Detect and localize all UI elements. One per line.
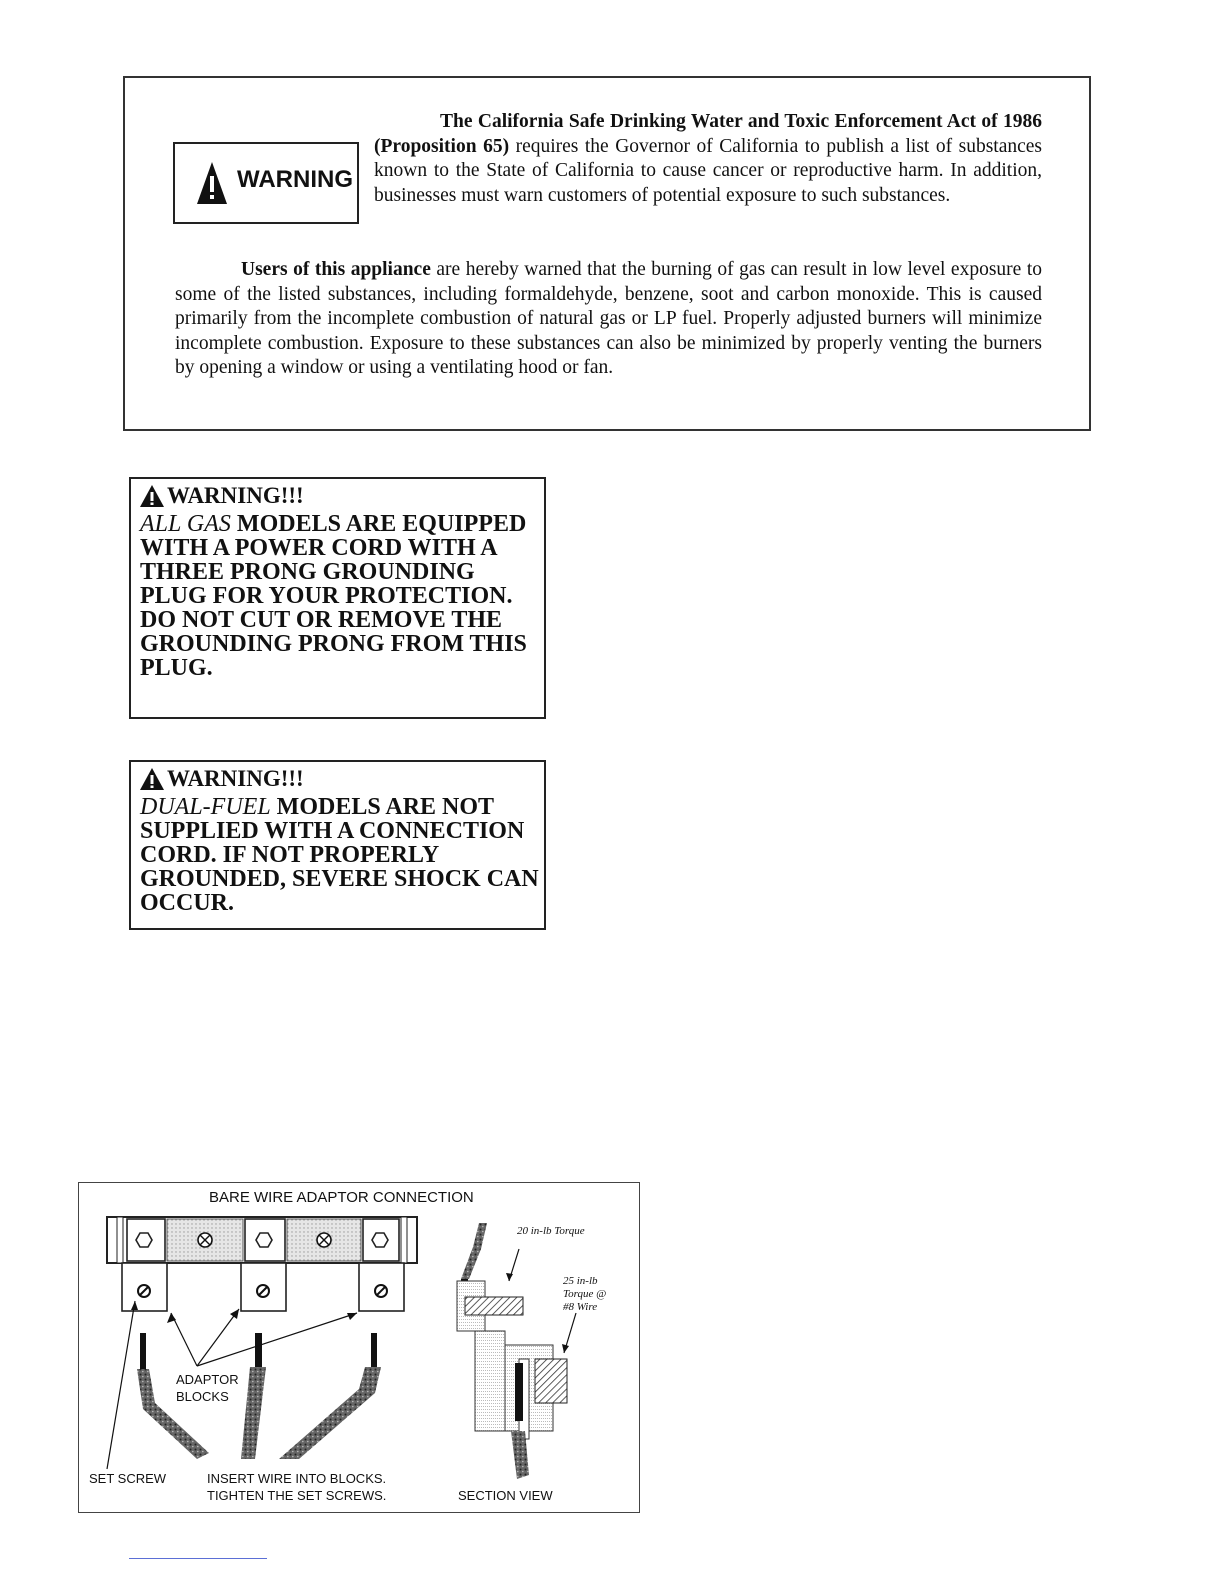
set-screw-label: SET SCREW [89, 1471, 167, 1486]
insert-label-line-2: TIGHTEN THE SET SCREWS. [207, 1488, 387, 1503]
warning-heading-text: WARNING!!! [167, 483, 304, 508]
prop65-paragraph-2 [175, 258, 1042, 381]
insert-label-line-1: INSERT WIRE INTO BLOCKS. [207, 1471, 387, 1486]
torque-20-label: 20 in-lb Torque [517, 1225, 585, 1237]
prop65-warning-box [123, 76, 1091, 431]
warning-badge [173, 142, 359, 224]
warning-heading-text: WARNING!!! [167, 766, 304, 791]
section-view-label: SECTION VIEW [458, 1488, 553, 1503]
prop65-para2-text: are hereby warned that the burning of gas can result in low level exposure to some of the listed substances, including formaldehyde, benzene, soot and carbon monoxide. This is caused primarily from the incomplete combustion of natural gas or LP fuel. Properly adjusted burners will minimize incomplete combustion. Exposure to these substances can also be minimized by properly venting the burners by opening a window or using a ventilating hood or fan. [175, 259, 1042, 378]
warning-triangle-icon [140, 768, 164, 790]
dual-warning-lead: DUAL-FUEL [140, 794, 271, 820]
bare-wire-adaptor-figure [78, 1182, 640, 1513]
warning-badge-label: WARNING [237, 166, 353, 193]
gas-warning-text: MODELS ARE EQUIPPED WITH A POWER CORD WITH A THREE PRONG GROUNDING PLUG FOR YOUR PROTECTION. DO NOT CUT OR REMOVE THE GROUNDING PRONG FROM THIS PLUG. [140, 511, 527, 681]
prop65-act-title: The California Safe Drinking Water and Toxic Enforcement Act of 1986 (Proposition 65) [374, 111, 1042, 157]
warning-heading [140, 766, 544, 792]
dual-fuel-warning-box [129, 760, 546, 930]
adaptor-blocks-label [176, 1371, 239, 1405]
insert-wire-label [207, 1470, 386, 1504]
prop65-paragraph-1 [374, 110, 1042, 208]
gas-warning-body [140, 512, 544, 680]
torque-25-label [563, 1275, 606, 1314]
torque-25-line-1: 25 in-lb [563, 1275, 598, 1287]
prop65-para1-text: requires the Governor of California to publish a list of substances known to the State of California to cause cancer or reproductive harm. In addition, businesses must warn customers of potential exposure to such substances. [374, 135, 1043, 206]
bottom-rule [129, 1558, 267, 1559]
adaptor-label-line-2: BLOCKS [176, 1389, 229, 1404]
prop65-users-lead: Users of this appliance [241, 259, 431, 280]
warning-triangle-icon [197, 162, 227, 204]
torque-25-line-2: Torque @ [563, 1288, 607, 1300]
dual-warning-text: MODELS ARE NOT SUPPLIED WITH A CONNECTION CORD. IF NOT PROPERLY GROUNDED, SEVERE SHOCK CAN OCCUR. [140, 794, 539, 916]
warning-heading [140, 483, 544, 509]
gas-warning-lead: ALL GAS [140, 511, 231, 537]
dual-warning-body [140, 795, 544, 915]
torque-25-line-3: #8 Wire [563, 1301, 598, 1313]
figure-title: BARE WIRE ADAPTOR CONNECTION [209, 1189, 474, 1206]
adaptor-label-line-1: ADAPTOR [176, 1372, 239, 1387]
gas-models-warning-box [129, 477, 546, 719]
warning-triangle-icon [140, 485, 164, 507]
